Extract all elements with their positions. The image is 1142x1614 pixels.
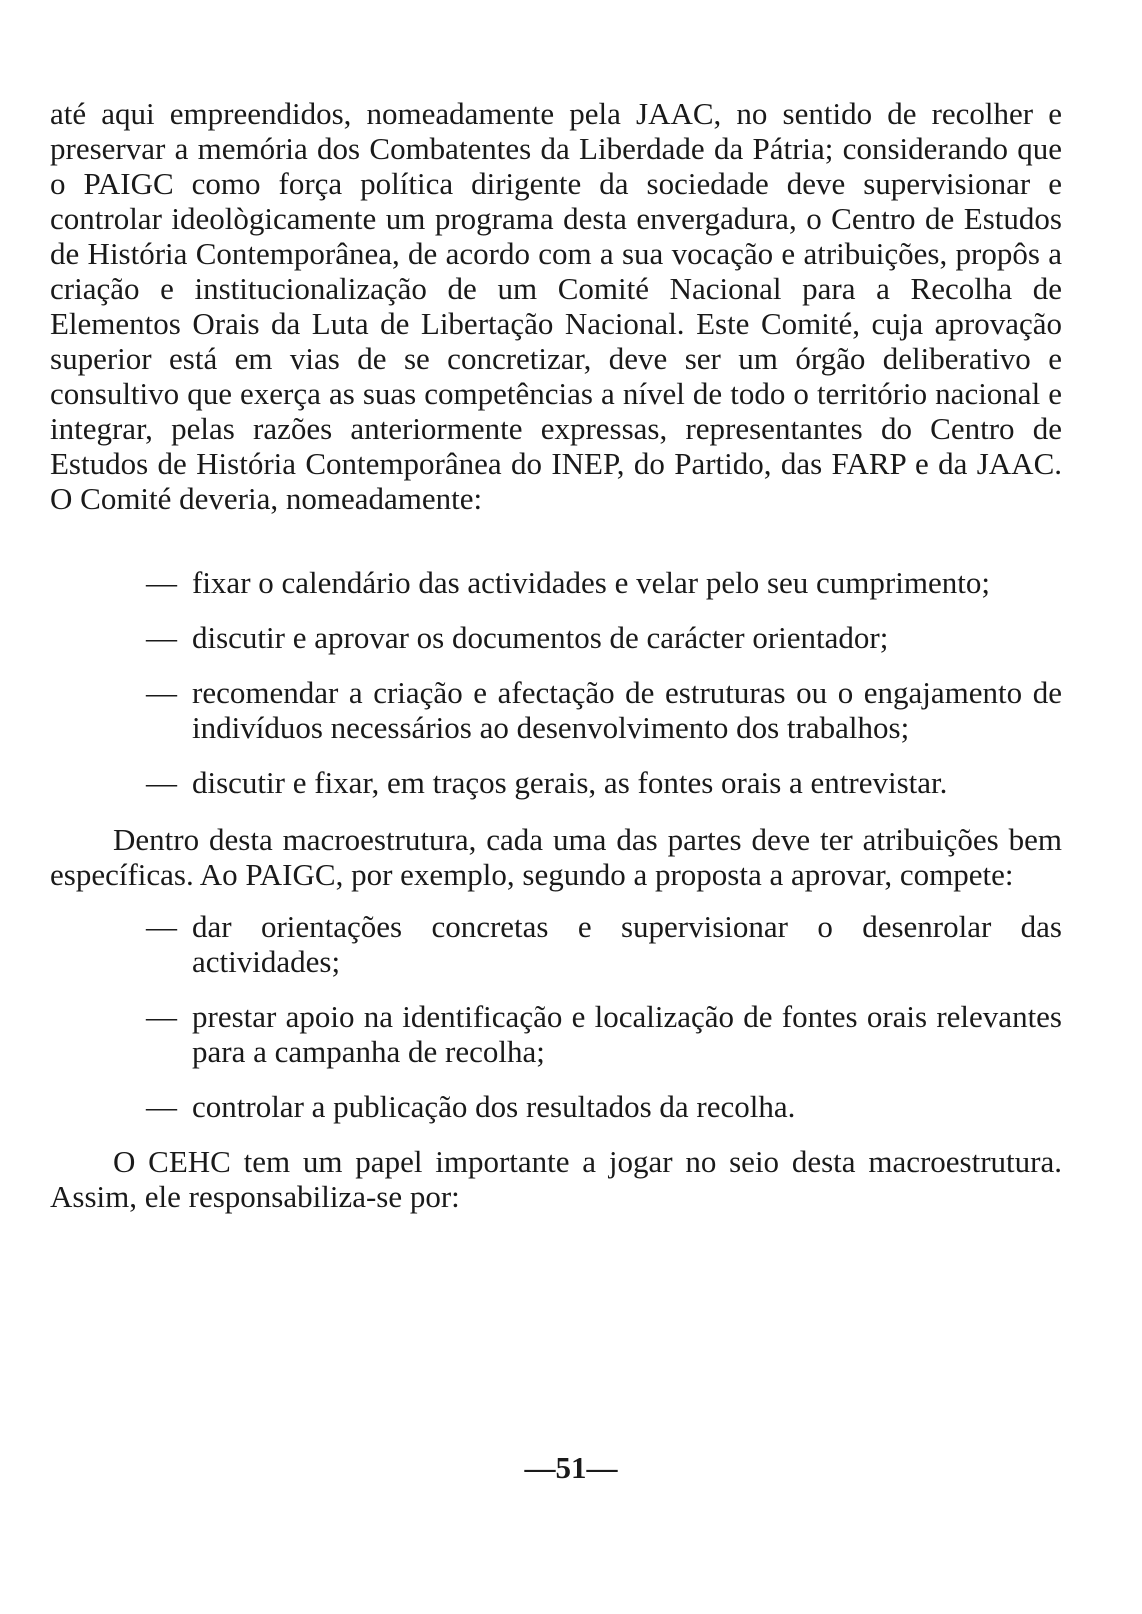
committee-duties-list — [50, 565, 1062, 800]
opening-paragraph: até aqui empreendidos, nomeadamente pela JAAC, no sentido de recolher e preservar a memória dos Combatentes da Liberdade da Pátria; considerando que o PAIGC como força política dirigente da sociedade deve supervisionar e controlar ideològicamente um programa desta envergadura, o Centro de Estudos de História Contemporânea, de acordo com a sua vocação e atribuições, propôs a criação e institucionalização de um Comité Nacional para a Recolha de Elementos Orais da Luta de Libertação Nacional. Este Comité, cuja aprovação superior está em vias de se concretizar, deve ser um órgão deliberativo e consultivo que exerça as suas competências a nível de todo o território nacional e integrar, pelas razões anteriormente expressas, representantes do Centro de Estudos de História Contemporânea do INEP, do Partido, das FARP e da JAAC. O Comité deveria, nomeadamente: — [50, 96, 1062, 516]
list-item-text: fixar o calendário das actividades e velar pelo seu cumprimento; — [192, 565, 990, 600]
dash-bullet: — — [146, 765, 177, 800]
list-item-text: discutir e aprovar os documentos de carácter orientador; — [192, 620, 889, 655]
list-item-text: prestar apoio na identificação e localização de fontes orais relevantes para a campanha de recolha; — [192, 999, 1062, 1069]
dash-bullet: — — [146, 620, 177, 655]
list-item-text: controlar a publicação dos resultados da recolha. — [192, 1089, 796, 1124]
list-item — [50, 620, 1062, 655]
list-item — [50, 1089, 1062, 1124]
dash-bullet: — — [146, 565, 177, 600]
macrostructure-paragraph: Dentro desta macroestrutura, cada uma das partes deve ter atribuições bem específicas. Ao PAIGC, por exemplo, segundo a proposta a aprovar, compete: — [50, 822, 1062, 892]
list-item — [50, 765, 1062, 800]
list-item-text: recomendar a criação e afectação de estruturas ou o engajamento de indivíduos necessários ao desenvolvimento dos trabalhos; — [192, 675, 1062, 745]
list-item-text: dar orientações concretas e supervisionar o desenrolar das actividades; — [192, 909, 1062, 979]
paigc-duties-list — [50, 909, 1062, 1124]
list-item — [50, 675, 1062, 745]
list-item-text: discutir e fixar, em traços gerais, as fontes orais a entrevistar. — [192, 765, 948, 800]
list-item — [50, 909, 1062, 979]
list-item — [50, 565, 1062, 600]
dash-bullet: — — [146, 999, 177, 1034]
cehc-paragraph: O CEHC tem um papel importante a jogar no seio desta macroestrutura. Assim, ele responsabiliza-se por: — [50, 1144, 1062, 1214]
dash-bullet: — — [146, 909, 177, 944]
dash-bullet: — — [146, 1089, 177, 1124]
list-item — [50, 999, 1062, 1069]
dash-bullet: — — [146, 675, 177, 710]
page-number: —51— — [524, 1450, 618, 1485]
document-page — [50, 96, 1062, 1214]
